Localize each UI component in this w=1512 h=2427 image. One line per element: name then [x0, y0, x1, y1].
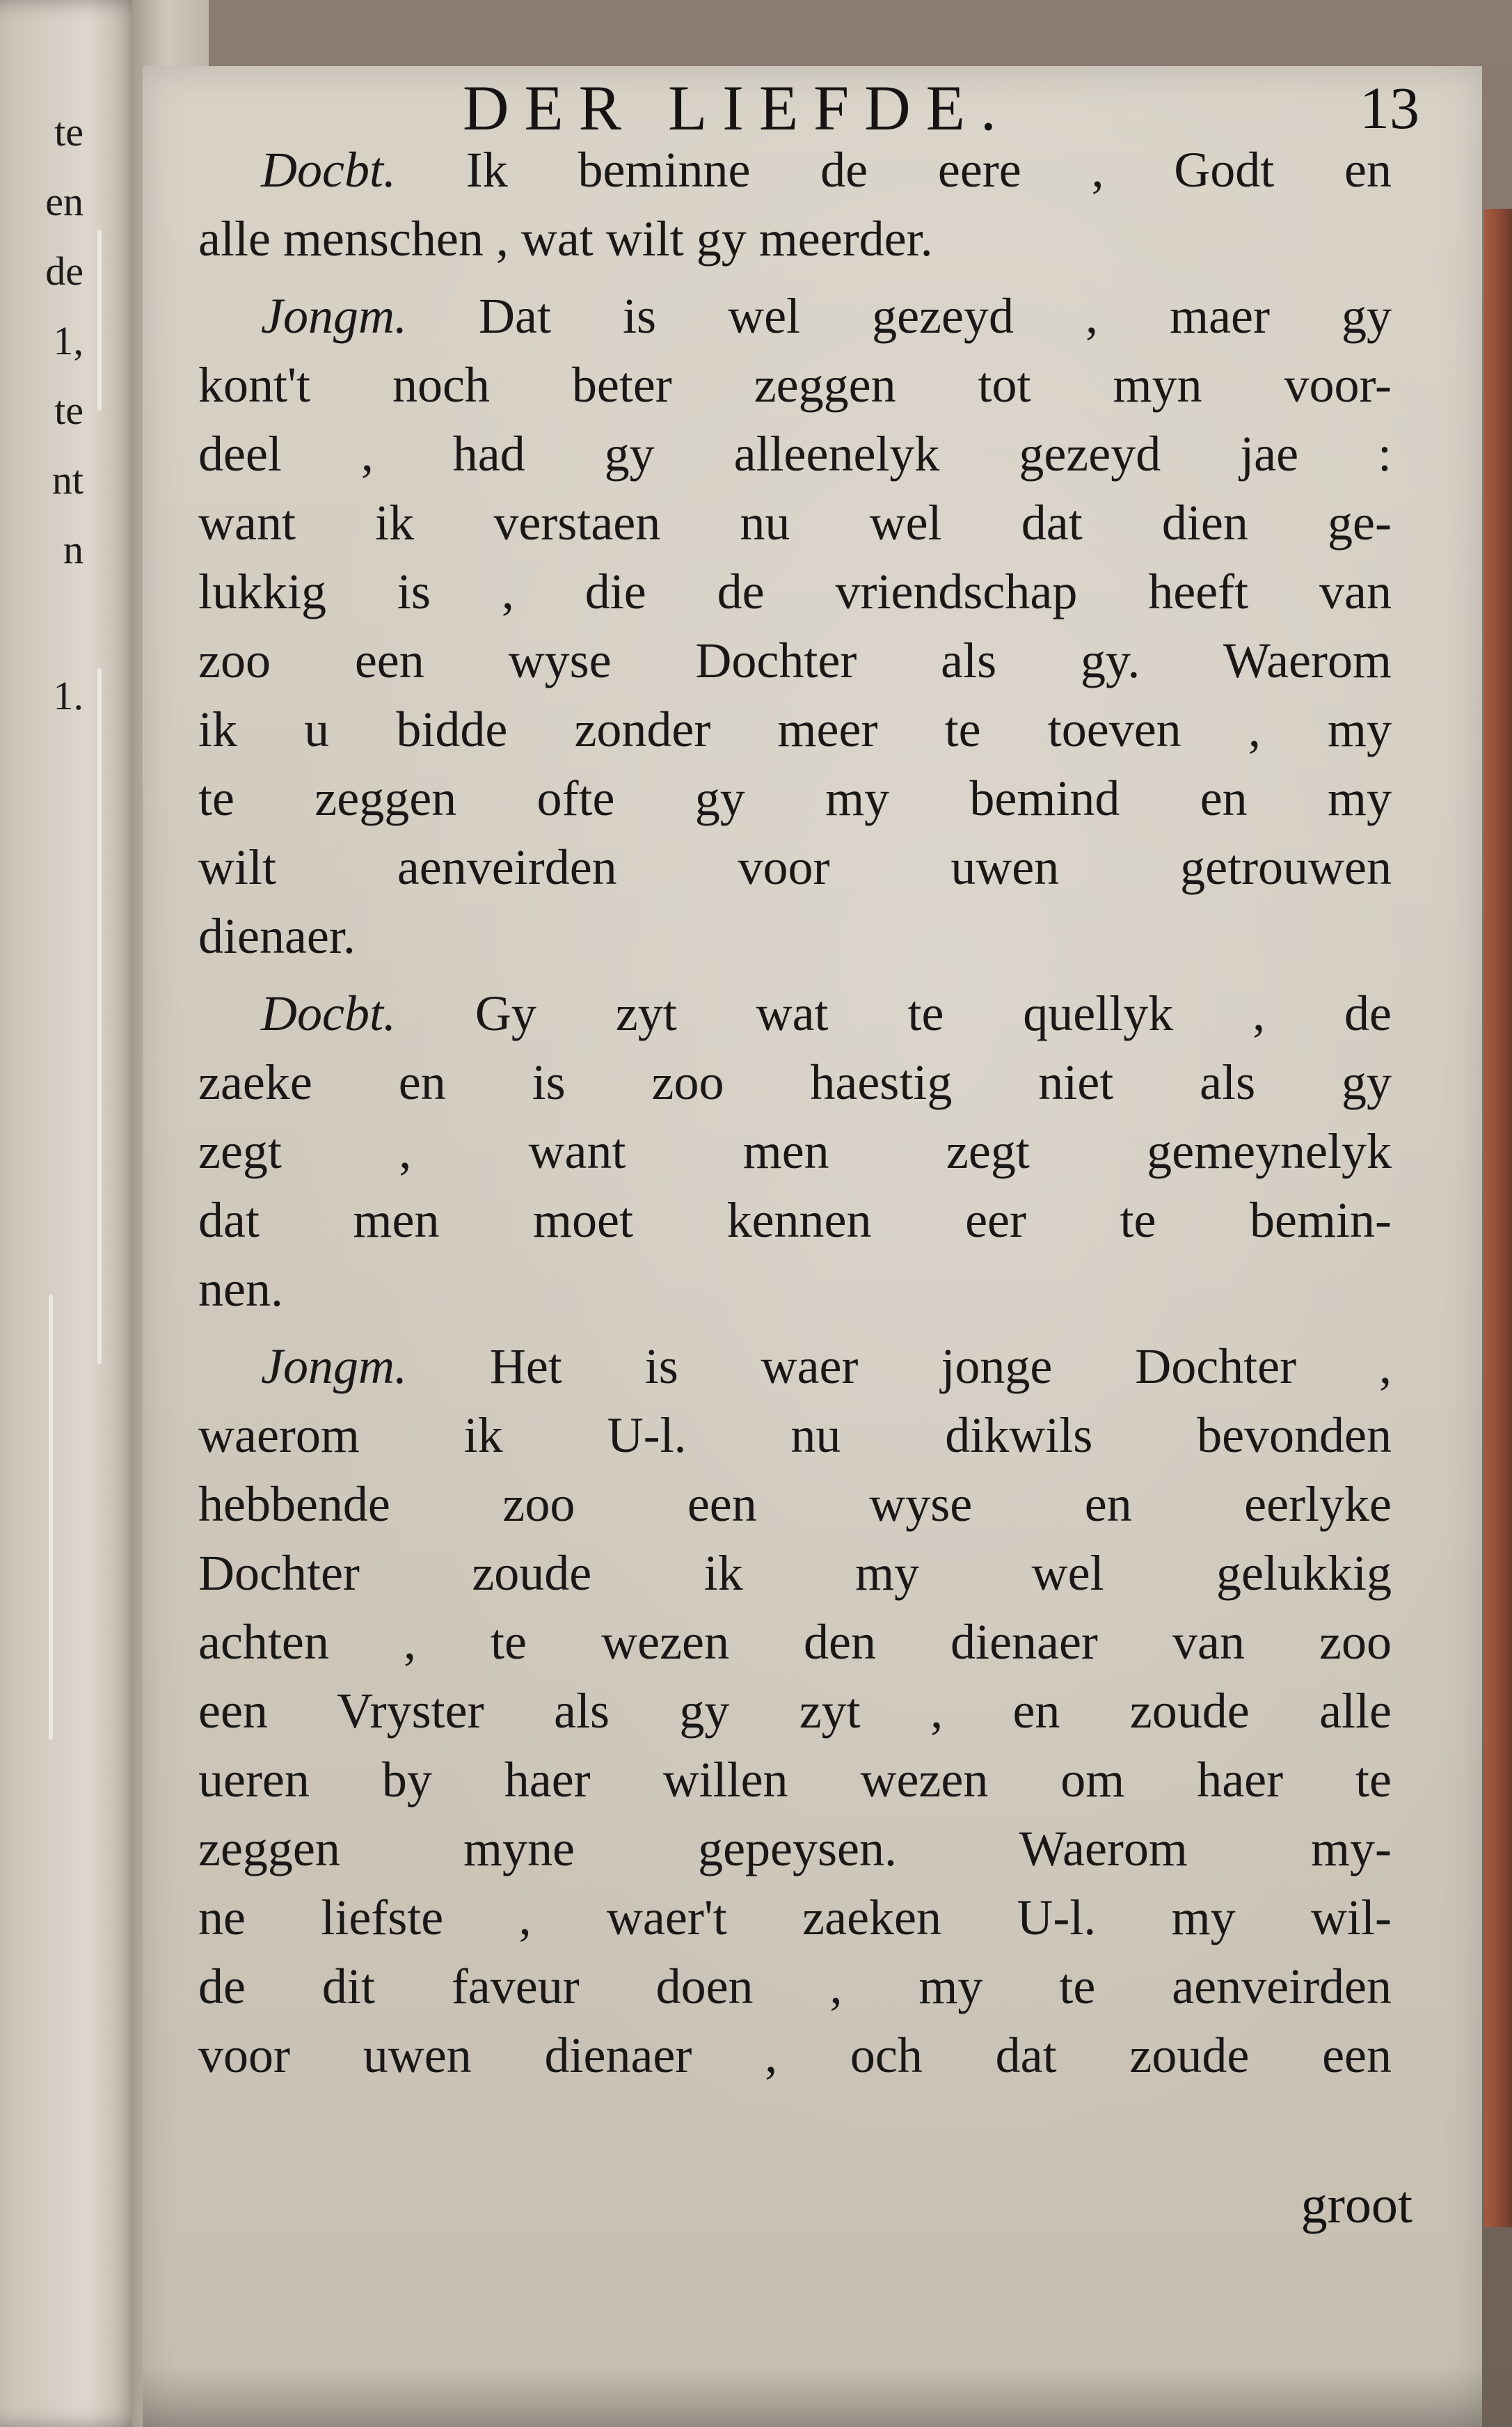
text-line: alle menschen , wat wilt gy meerder.: [198, 211, 933, 267]
dialogue-paragraph: [198, 1332, 1392, 2090]
book-cover-edge: [1484, 209, 1512, 2227]
text-line: achten , te wezen den dienaer van zoo: [198, 1614, 1392, 1670]
page-number: 13: [1360, 74, 1419, 141]
text-line: voor uwen dienaer , och dat zoude een: [198, 2027, 1392, 2083]
speaker-label: Docbt.: [261, 142, 396, 198]
speaker-label: Docbt.: [261, 986, 396, 1041]
text-line: een Vryster als gy zyt , en zoude alle: [198, 1683, 1392, 1739]
left-page-edge: [0, 0, 146, 2427]
text-line: ik u bidde zonder meer te toeven , my: [198, 702, 1392, 757]
text-line: zoo een wyse Dochter als gy. Waerom: [198, 633, 1392, 688]
dialogue-paragraph: [198, 136, 1392, 274]
running-head: DER LIEFDE.: [463, 72, 1012, 143]
text-line: waerom ik U-l. nu dikwils bevonden: [198, 1407, 1392, 1463]
text-line: ueren by haer willen wezen om haer te: [198, 1752, 1392, 1808]
text-line: zegt , want men zegt gemeynelyk: [198, 1123, 1392, 1179]
left-page-fragments: [0, 97, 83, 731]
text-line: hebbende zoo een wyse en eerlyke: [198, 1476, 1392, 1532]
text-line: de dit faveur doen , my te aenveirden: [198, 1959, 1392, 2014]
text-line: dat men moet kennen eer te bemin-: [198, 1192, 1392, 1248]
speaker-label: Jongm.: [261, 1338, 407, 1394]
text-line: lukkig is , die de vriendschap heeft van: [198, 564, 1392, 619]
left-fragment: 1,: [53, 318, 83, 363]
page-bottom-shadow: [143, 2364, 1482, 2427]
text-line: wilt aenveirden voor uwen getrouwen: [198, 839, 1392, 895]
text-line: want ik verstaen nu wel dat dien ge-: [198, 495, 1392, 551]
text-line: ne liefste , waer't zaeken U-l. my wil-: [198, 1890, 1392, 1945]
text-line: nen.: [198, 1261, 283, 1317]
left-fragment: nt: [51, 457, 83, 503]
dialogue-paragraph: [198, 282, 1392, 971]
line-text: Ik beminne de eere , Godt en: [465, 142, 1392, 198]
dialogue-paragraph: [198, 979, 1392, 1324]
text-line: [198, 136, 1392, 205]
left-fragment: 1.: [53, 673, 83, 718]
text-line: [198, 282, 1392, 351]
text-line: [198, 1332, 1392, 1401]
text-line: [198, 979, 1392, 1048]
left-fragment: te: [54, 388, 83, 433]
page-text: [198, 136, 1392, 2090]
text-line: kont't noch beter zeggen tot myn voor-: [198, 357, 1392, 413]
text-line: te zeggen ofte gy my bemind en my: [198, 770, 1392, 826]
binding-thread: [97, 668, 102, 1364]
line-text: Het is waer jonge Dochter ,: [489, 1338, 1392, 1394]
text-line: zeggen myne gepeysen. Waerom my-: [198, 1821, 1392, 1876]
line-text: Dat is wel gezeyd , maer gy: [479, 288, 1392, 344]
text-line: dienaer.: [198, 908, 356, 964]
binding-thread: [97, 230, 102, 411]
left-fragment: en: [45, 179, 83, 224]
left-fragment: de: [45, 248, 83, 294]
text-line: zaeke en is zoo haestig niet als gy: [198, 1054, 1392, 1110]
speaker-label: Jongm.: [261, 288, 407, 344]
text-line: Dochter zoude ik my wel gelukkig: [198, 1545, 1392, 1601]
binding-thread: [49, 1295, 53, 1740]
book-page: [143, 66, 1482, 2427]
left-fragment: n: [63, 527, 83, 572]
text-line: deel , had gy alleenelyk gezeyd jae :: [198, 426, 1392, 482]
catchword: groot: [1300, 2176, 1412, 2234]
left-fragment: te: [54, 109, 83, 155]
line-text: Gy zyt wat te quellyk , de: [475, 986, 1392, 1041]
